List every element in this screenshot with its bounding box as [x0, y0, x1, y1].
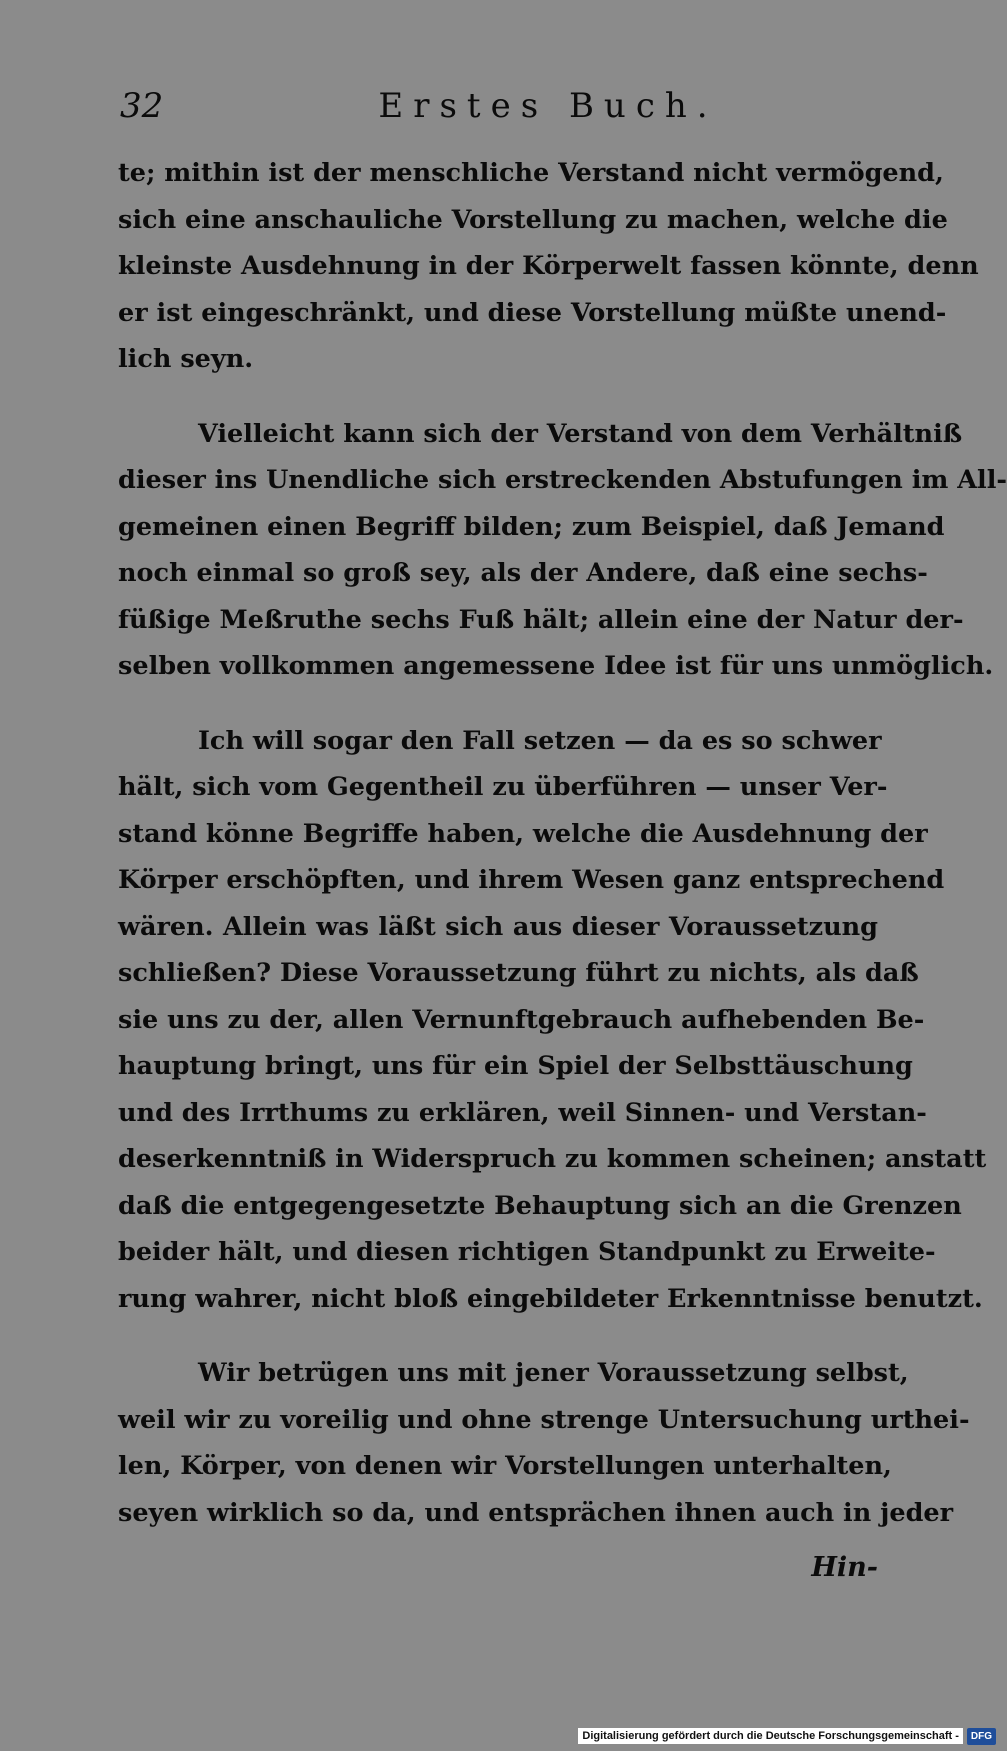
text-line: lich seyn.	[118, 344, 254, 374]
text-line: Ich will sogar den Fall setzen — da es so schwer	[198, 725, 882, 756]
text-line: Körper erschöpften, und ihrem Wesen ganz entsprechend	[118, 865, 945, 895]
dfg-logo-icon: DFG	[967, 1728, 996, 1745]
page-header	[118, 82, 878, 132]
text-line: wären. Allein was läßt sich aus dieser Voraussetzung	[118, 911, 878, 942]
text-line: beider hält, und diesen richtigen Standpunkt zu Erweite-	[118, 1237, 936, 1267]
text-line: deserkenntniß in Widerspruch zu kommen scheinen; anstatt	[118, 1144, 987, 1174]
text-line: weil wir zu voreilig und ohne strenge Untersuchung urthei-	[118, 1404, 970, 1435]
text-line: Wir betrügen uns mit jener Voraussetzung selbst,	[198, 1358, 909, 1388]
running-head: Erstes Buch.	[378, 86, 718, 126]
text-line: schließen? Diese Voraussetzung führt zu nichts, als daß	[118, 958, 919, 988]
funding-notice: Digitalisierung gefördert durch die Deutsche Forschungsgemeinschaft -	[578, 1728, 963, 1744]
text-line: noch einmal so groß sey, als der Andere, daß eine sechs-	[118, 558, 928, 588]
text-line: kleinste Ausdehnung in der Körperwelt fassen könnte, denn	[118, 251, 979, 281]
paragraph-gap	[118, 690, 878, 718]
text-line: gemeinen einen Begriff bilden; zum Beispiel, daß Jemand	[118, 511, 945, 542]
text-line: stand könne Begriffe haben, welche die Ausdehnung der	[118, 818, 928, 849]
text-line: dieser ins Unendliche sich erstreckenden Abstufungen im All-	[118, 465, 1007, 495]
paragraph-1	[118, 150, 979, 383]
footer	[578, 1725, 996, 1747]
text-line: te; mithin ist der menschliche Verstand nicht vermögend,	[118, 158, 944, 188]
text-line: Vielleicht kann sich der Verstand von dem Verhältniß	[198, 418, 963, 449]
text-line: er ist eingeschränkt, und diese Vorstellung müßte unend-	[118, 297, 947, 328]
text-line: sie uns zu der, allen Vernunftgebrauch aufhebenden Be-	[118, 1004, 925, 1035]
paragraph-4	[118, 1350, 970, 1536]
text-line: füßige Meßruthe sechs Fuß hält; allein eine der Natur der-	[118, 604, 964, 635]
paragraph-2	[118, 411, 1007, 690]
text-line: rung wahrer, nicht bloß eingebildeter Erkenntnisse benutzt.	[118, 1283, 983, 1314]
page-number: 32	[120, 86, 164, 126]
paragraph-3	[118, 718, 987, 1323]
text-line: sich eine anschauliche Vorstellung zu machen, welche die	[118, 204, 948, 235]
paragraph-gap	[118, 383, 878, 411]
catchword: Hin-	[811, 1552, 878, 1583]
text-line: seyen wirklich so da, und entsprächen ihnen auch in jeder	[118, 1497, 954, 1528]
text-line: und des Irrthums zu erklären, weil Sinnen- und Verstan-	[118, 1097, 927, 1128]
text-line: daß die entgegengesetzte Behauptung sich an die Grenzen	[118, 1190, 962, 1221]
text-line: hält, sich vom Gegentheil zu überführen — unser Ver-	[118, 772, 888, 802]
catchword-container	[118, 1552, 878, 1583]
body-text	[118, 150, 1007, 1536]
paragraph-gap	[118, 1322, 878, 1350]
text-line: selben vollkommen angemessene Idee ist für uns unmöglich.	[118, 651, 994, 681]
text-line: len, Körper, von denen wir Vorstellungen unterhalten,	[118, 1451, 892, 1481]
text-line: hauptung bringt, uns für ein Spiel der Selbsttäuschung	[118, 1051, 913, 1081]
